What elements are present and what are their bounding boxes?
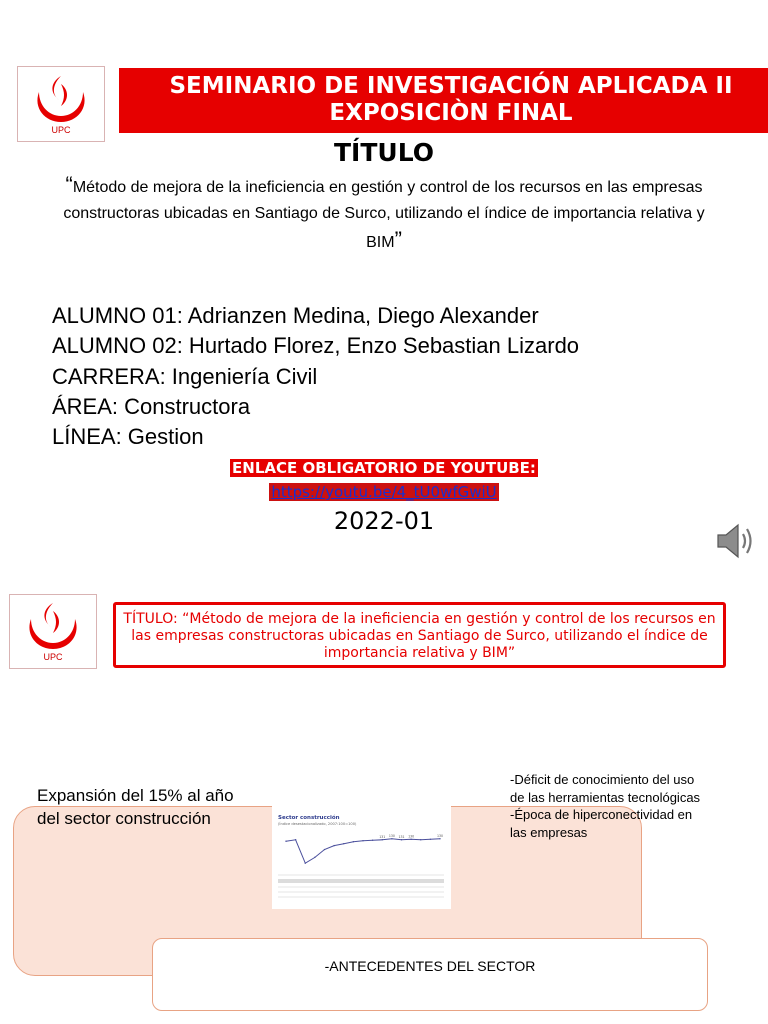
chart-point bbox=[333, 845, 334, 846]
close-quote: ” bbox=[394, 227, 402, 252]
youtube-link-wrap bbox=[0, 482, 768, 501]
chart-data-label: 131 bbox=[398, 834, 405, 839]
chart-data-label: 130 bbox=[436, 833, 444, 838]
chart-data-label: 130 bbox=[408, 834, 415, 839]
upc-emblem-icon bbox=[23, 601, 83, 651]
chart-point bbox=[324, 849, 325, 850]
chart-title: Sector construcción bbox=[278, 815, 340, 821]
logo-caption-2: UPC bbox=[43, 652, 63, 662]
career: CARRERA: Ingeniería Civil bbox=[52, 364, 318, 389]
thesis-title-quote bbox=[60, 172, 708, 256]
chart-point bbox=[410, 839, 411, 840]
chart-point bbox=[382, 839, 383, 840]
youtube-label: ENLACE OBLIGATORIO DE YOUTUBE: bbox=[232, 459, 536, 477]
chart-point bbox=[430, 839, 431, 840]
chart-point bbox=[343, 843, 344, 844]
upc-emblem-icon bbox=[31, 74, 91, 124]
chart-series-line bbox=[286, 839, 440, 863]
chart-point bbox=[362, 840, 363, 841]
slide2-title-box: TÍTULO: “Método de mejora de la ineficiencia en gestión y control de los recursos en las empresas constructoras ubicadas en Santiago de Surco, utilizando el índice de importancia relativa y BIM” bbox=[113, 602, 726, 668]
chart-point bbox=[353, 841, 354, 842]
chart-point bbox=[439, 838, 440, 839]
speaker-icon[interactable] bbox=[714, 520, 756, 562]
chart-point bbox=[285, 841, 286, 842]
logo-caption: UPC bbox=[51, 124, 71, 135]
table-header bbox=[278, 879, 444, 883]
chart-point bbox=[391, 838, 392, 839]
chart-data-label: 130 bbox=[388, 833, 395, 838]
chart-point bbox=[305, 863, 306, 864]
student-2: ALUMNO 02: Hurtado Florez, Enzo Sebastian Lizardo bbox=[52, 333, 580, 358]
thesis-title-text: Método de mejora de la ineficiencia en gestión y control de los recursos en las empresas constructoras ubicadas en Santiago de Surco, utilizando el índice de importancia relativa y BIM bbox=[63, 179, 705, 251]
title-banner bbox=[119, 68, 768, 133]
area: ÁREA: Constructora bbox=[52, 394, 251, 419]
chart-point bbox=[372, 840, 373, 841]
student-1: ALUMNO 01: Adrianzen Medina, Diego Alexander bbox=[52, 303, 539, 328]
chart-point bbox=[420, 839, 421, 840]
upc-logo bbox=[17, 66, 105, 142]
chart-subtitle: (Índice desestacionalizado, 2007:100=100) bbox=[278, 822, 357, 826]
youtube-label-wrap bbox=[0, 458, 768, 477]
deficit-line-1: -Déficit de conocimiento del uso de las herramientas tecnológicas bbox=[510, 772, 701, 805]
banner-line-1: SEMINARIO DE INVESTIGACIÓN APLICADA II bbox=[169, 73, 733, 99]
chart-point bbox=[295, 839, 296, 840]
expansion-text: Expansión del 15% al año del sector construcción bbox=[37, 786, 234, 828]
chart-data-label: 131 bbox=[379, 834, 386, 839]
chart-point bbox=[401, 839, 402, 840]
deficit-line-2: -Época de hiperconectividad en las empresas bbox=[510, 807, 693, 840]
deficit-text bbox=[510, 771, 702, 841]
youtube-link[interactable]: https://youtu.be/4_tU0wfGwiU bbox=[271, 483, 497, 501]
line: LÍNEA: Gestion bbox=[52, 424, 204, 449]
chart-point bbox=[314, 857, 315, 858]
construction-chart bbox=[272, 803, 451, 909]
antecedentes-box: -ANTECEDENTES DEL SECTOR bbox=[152, 938, 708, 1011]
open-quote: “ bbox=[65, 172, 73, 197]
period: 2022-01 bbox=[333, 507, 435, 535]
upc-logo-2 bbox=[9, 594, 97, 669]
banner-line-2: EXPOSICIÒN FINAL bbox=[329, 100, 573, 126]
page-title: TÍTULO bbox=[334, 138, 434, 167]
